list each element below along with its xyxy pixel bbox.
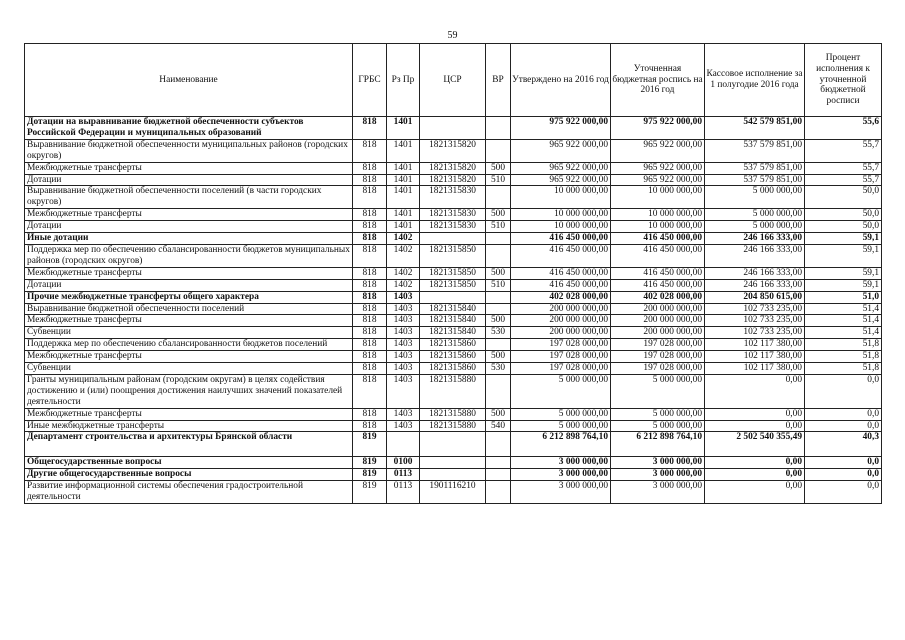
cell-csr [420, 457, 486, 469]
table-row [25, 139, 882, 162]
cell-vr [486, 303, 511, 315]
cell-vr [486, 469, 511, 481]
table-row [25, 420, 882, 432]
cell-grbs: 818 [353, 209, 387, 221]
cell-cash: 0,00 [705, 408, 805, 420]
header-revised: Уточненная бюджетная роспись на 2016 год [611, 44, 705, 117]
cell-grbs: 819 [353, 432, 387, 457]
cell-rz-pr: 0100 [387, 457, 420, 469]
cell-vr: 540 [486, 420, 511, 432]
cell-grbs: 818 [353, 408, 387, 420]
cell-name: Иные межбюджетные трансферты [25, 420, 353, 432]
cell-grbs: 818 [353, 327, 387, 339]
cell-name: Межбюджетные трансферты [25, 267, 353, 279]
cell-cash: 0,00 [705, 374, 805, 408]
cell-grbs: 818 [353, 244, 387, 267]
cell-vr: 510 [486, 221, 511, 233]
table-body [25, 117, 882, 504]
cell-rz-pr: 1401 [387, 117, 420, 140]
cell-name: Дотации [25, 279, 353, 291]
table-row [25, 233, 882, 245]
cell-cash: 246 166 333,00 [705, 244, 805, 267]
cell-grbs: 818 [353, 279, 387, 291]
cell-percent: 51,8 [805, 339, 882, 351]
cell-csr: 1821315830 [420, 186, 486, 209]
cell-rz-pr: 1403 [387, 303, 420, 315]
cell-grbs: 818 [353, 291, 387, 303]
cell-approved: 200 000 000,00 [511, 315, 611, 327]
cell-grbs: 818 [353, 303, 387, 315]
cell-grbs: 818 [353, 374, 387, 408]
table-row [25, 481, 882, 504]
header-csr: ЦСР [420, 44, 486, 117]
cell-approved: 197 028 000,00 [511, 339, 611, 351]
cell-name: Поддержка мер по обеспечению сбалансированности бюджетов поселений [25, 339, 353, 351]
cell-csr: 1901116210 [420, 481, 486, 504]
cell-percent: 51,4 [805, 303, 882, 315]
cell-grbs: 818 [353, 117, 387, 140]
cell-revised: 197 028 000,00 [611, 351, 705, 363]
cell-approved: 416 450 000,00 [511, 267, 611, 279]
cell-rz-pr: 1402 [387, 233, 420, 245]
cell-approved: 416 450 000,00 [511, 233, 611, 245]
cell-vr [486, 481, 511, 504]
cell-cash: 537 579 851,00 [705, 174, 805, 186]
table-row [25, 279, 882, 291]
cell-grbs: 818 [353, 174, 387, 186]
cell-revised: 10 000 000,00 [611, 221, 705, 233]
cell-vr: 500 [486, 315, 511, 327]
cell-csr: 1821315860 [420, 339, 486, 351]
cell-rz-pr: 1403 [387, 327, 420, 339]
cell-vr [486, 374, 511, 408]
cell-cash: 102 117 380,00 [705, 363, 805, 375]
header-approved: Утверждено на 2016 год [511, 44, 611, 117]
cell-csr: 1821315880 [420, 374, 486, 408]
cell-grbs: 818 [353, 221, 387, 233]
table-row [25, 303, 882, 315]
cell-rz-pr: 1401 [387, 162, 420, 174]
table-row [25, 117, 882, 140]
cell-name: Дотации [25, 221, 353, 233]
cell-name: Иные дотации [25, 233, 353, 245]
cell-cash: 102 117 380,00 [705, 339, 805, 351]
cell-name: Поддержка мер по обеспечению сбалансированности бюджетов муниципальных районов (городских округов) [25, 244, 353, 267]
cell-approved: 200 000 000,00 [511, 303, 611, 315]
cell-grbs: 819 [353, 469, 387, 481]
cell-cash: 5 000 000,00 [705, 186, 805, 209]
cell-approved: 5 000 000,00 [511, 408, 611, 420]
cell-rz-pr: 1403 [387, 291, 420, 303]
cell-percent: 55,7 [805, 139, 882, 162]
cell-cash: 102 733 235,00 [705, 303, 805, 315]
cell-approved: 3 000 000,00 [511, 457, 611, 469]
cell-percent: 59,1 [805, 279, 882, 291]
cell-revised: 197 028 000,00 [611, 363, 705, 375]
cell-csr [420, 117, 486, 140]
cell-name: Общегосударственные вопросы [25, 457, 353, 469]
cell-cash: 0,00 [705, 469, 805, 481]
cell-grbs: 818 [353, 363, 387, 375]
cell-revised: 200 000 000,00 [611, 327, 705, 339]
cell-rz-pr: 1402 [387, 267, 420, 279]
header-vr: ВР [486, 44, 511, 117]
cell-percent: 50,0 [805, 186, 882, 209]
cell-cash: 0,00 [705, 457, 805, 469]
cell-name: Межбюджетные трансферты [25, 408, 353, 420]
cell-vr [486, 186, 511, 209]
cell-vr: 500 [486, 209, 511, 221]
cell-grbs: 818 [353, 420, 387, 432]
table-row [25, 221, 882, 233]
cell-csr: 1821315850 [420, 279, 486, 291]
cell-cash: 102 117 380,00 [705, 351, 805, 363]
cell-vr: 510 [486, 279, 511, 291]
cell-cash: 0,00 [705, 420, 805, 432]
table-row [25, 408, 882, 420]
cell-approved: 200 000 000,00 [511, 327, 611, 339]
cell-percent: 0,0 [805, 481, 882, 504]
cell-approved: 416 450 000,00 [511, 244, 611, 267]
cell-percent: 55,7 [805, 162, 882, 174]
cell-revised: 197 028 000,00 [611, 339, 705, 351]
cell-revised: 416 450 000,00 [611, 267, 705, 279]
cell-csr: 1821315840 [420, 327, 486, 339]
cell-name: Развитие информационной системы обеспечения градостроительной деятельности [25, 481, 353, 504]
cell-percent: 59,1 [805, 233, 882, 245]
cell-rz-pr: 1403 [387, 351, 420, 363]
cell-vr: 500 [486, 408, 511, 420]
cell-revised: 200 000 000,00 [611, 315, 705, 327]
cell-approved: 10 000 000,00 [511, 209, 611, 221]
cell-rz-pr: 1403 [387, 408, 420, 420]
cell-revised: 3 000 000,00 [611, 457, 705, 469]
cell-csr [420, 233, 486, 245]
cell-cash: 5 000 000,00 [705, 221, 805, 233]
cell-name: Межбюджетные трансферты [25, 315, 353, 327]
cell-percent: 55,7 [805, 174, 882, 186]
cell-csr: 1821315820 [420, 162, 486, 174]
table-row [25, 327, 882, 339]
cell-grbs: 819 [353, 457, 387, 469]
cell-csr: 1821315830 [420, 221, 486, 233]
cell-percent: 0,0 [805, 420, 882, 432]
cell-rz-pr: 1401 [387, 209, 420, 221]
cell-csr: 1821315840 [420, 303, 486, 315]
table-row [25, 291, 882, 303]
cell-percent: 51,8 [805, 363, 882, 375]
cell-approved: 402 028 000,00 [511, 291, 611, 303]
page-number: 59 [447, 30, 458, 41]
cell-rz-pr [387, 432, 420, 457]
cell-name: Выравнивание бюджетной обеспеченности поселений (в части городских округов) [25, 186, 353, 209]
table-row [25, 267, 882, 279]
cell-grbs: 818 [353, 186, 387, 209]
cell-revised: 3 000 000,00 [611, 481, 705, 504]
cell-name: Субвенции [25, 327, 353, 339]
cell-percent: 59,1 [805, 267, 882, 279]
cell-vr: 500 [486, 267, 511, 279]
table-row [25, 209, 882, 221]
cell-vr [486, 432, 511, 457]
cell-name: Гранты муниципальным районам (городским округам) в целях содействия достижению и (или) поощрения достижения наилучших значений показателей деятельности [25, 374, 353, 408]
cell-csr: 1821315840 [420, 315, 486, 327]
table-row [25, 432, 882, 457]
cell-percent: 51,0 [805, 291, 882, 303]
cell-grbs: 818 [353, 139, 387, 162]
cell-rz-pr: 1402 [387, 244, 420, 267]
cell-vr: 530 [486, 363, 511, 375]
cell-revised: 402 028 000,00 [611, 291, 705, 303]
cell-name: Межбюджетные трансферты [25, 162, 353, 174]
cell-name: Дотации на выравнивание бюджетной обеспеченности субъектов Российской Федерации и муниципальных образований [25, 117, 353, 140]
cell-cash: 246 166 333,00 [705, 267, 805, 279]
table-row [25, 244, 882, 267]
cell-approved: 6 212 898 764,10 [511, 432, 611, 457]
cell-name: Субвенции [25, 363, 353, 375]
cell-vr [486, 139, 511, 162]
cell-percent: 0,0 [805, 408, 882, 420]
header-percent: Процент исполнения к уточненной бюджетной росписи [805, 44, 882, 117]
cell-grbs: 818 [353, 315, 387, 327]
cell-csr: 1821315830 [420, 209, 486, 221]
cell-revised: 200 000 000,00 [611, 303, 705, 315]
cell-revised: 965 922 000,00 [611, 139, 705, 162]
cell-rz-pr: 0113 [387, 469, 420, 481]
cell-grbs: 818 [353, 162, 387, 174]
cell-grbs: 818 [353, 339, 387, 351]
table-row [25, 162, 882, 174]
cell-approved: 416 450 000,00 [511, 279, 611, 291]
cell-name: Выравнивание бюджетной обеспеченности муниципальных районов (городских округов) [25, 139, 353, 162]
cell-grbs: 818 [353, 267, 387, 279]
cell-csr: 1821315820 [420, 139, 486, 162]
cell-rz-pr: 1403 [387, 315, 420, 327]
cell-percent: 51,4 [805, 327, 882, 339]
cell-vr [486, 339, 511, 351]
cell-rz-pr: 1401 [387, 174, 420, 186]
header-grbs: ГРБС [353, 44, 387, 117]
cell-name: Департамент строительства и архитектуры Брянской области [25, 432, 353, 457]
cell-rz-pr: 1403 [387, 420, 420, 432]
cell-approved: 197 028 000,00 [511, 351, 611, 363]
cell-revised: 416 450 000,00 [611, 233, 705, 245]
cell-percent: 55,6 [805, 117, 882, 140]
cell-csr: 1821315850 [420, 267, 486, 279]
table-row [25, 351, 882, 363]
cell-percent: 40,3 [805, 432, 882, 457]
cell-vr: 500 [486, 162, 511, 174]
cell-revised: 3 000 000,00 [611, 469, 705, 481]
cell-rz-pr: 1401 [387, 139, 420, 162]
cell-name: Другие общегосударственные вопросы [25, 469, 353, 481]
cell-cash: 204 850 615,00 [705, 291, 805, 303]
cell-cash: 246 166 333,00 [705, 233, 805, 245]
cell-grbs: 818 [353, 351, 387, 363]
cell-approved: 965 922 000,00 [511, 162, 611, 174]
cell-vr: 530 [486, 327, 511, 339]
cell-revised: 416 450 000,00 [611, 279, 705, 291]
table-row [25, 186, 882, 209]
cell-rz-pr: 1402 [387, 279, 420, 291]
cell-revised: 10 000 000,00 [611, 209, 705, 221]
cell-cash: 2 502 540 355,49 [705, 432, 805, 457]
cell-vr [486, 244, 511, 267]
header-name: Наименование [25, 44, 353, 117]
cell-csr: 1821315860 [420, 351, 486, 363]
cell-vr [486, 291, 511, 303]
cell-revised: 5 000 000,00 [611, 420, 705, 432]
cell-revised: 10 000 000,00 [611, 186, 705, 209]
cell-revised: 965 922 000,00 [611, 162, 705, 174]
cell-csr: 1821315820 [420, 174, 486, 186]
cell-grbs: 818 [353, 233, 387, 245]
cell-cash: 5 000 000,00 [705, 209, 805, 221]
cell-rz-pr: 1403 [387, 374, 420, 408]
cell-grbs: 819 [353, 481, 387, 504]
cell-percent: 51,8 [805, 351, 882, 363]
cell-name: Межбюджетные трансферты [25, 351, 353, 363]
cell-csr: 1821315860 [420, 363, 486, 375]
cell-approved: 965 922 000,00 [511, 139, 611, 162]
cell-percent: 51,4 [805, 315, 882, 327]
cell-name: Межбюджетные трансферты [25, 209, 353, 221]
table-row [25, 363, 882, 375]
table-header-row [25, 44, 882, 117]
cell-cash: 102 733 235,00 [705, 327, 805, 339]
cell-csr: 1821315850 [420, 244, 486, 267]
table-row [25, 339, 882, 351]
table-row [25, 315, 882, 327]
cell-csr [420, 291, 486, 303]
cell-vr [486, 457, 511, 469]
table-row [25, 457, 882, 469]
cell-rz-pr: 0113 [387, 481, 420, 504]
cell-rz-pr: 1401 [387, 186, 420, 209]
cell-cash: 246 166 333,00 [705, 279, 805, 291]
cell-percent: 0,0 [805, 457, 882, 469]
cell-percent: 50,0 [805, 221, 882, 233]
budget-table [24, 43, 882, 504]
cell-percent: 0,0 [805, 469, 882, 481]
cell-rz-pr: 1401 [387, 221, 420, 233]
cell-approved: 10 000 000,00 [511, 221, 611, 233]
cell-cash: 537 579 851,00 [705, 162, 805, 174]
cell-csr: 1821315880 [420, 408, 486, 420]
cell-approved: 10 000 000,00 [511, 186, 611, 209]
header-rz-pr: Рз Пр [387, 44, 420, 117]
cell-approved: 197 028 000,00 [511, 363, 611, 375]
cell-cash: 542 579 851,00 [705, 117, 805, 140]
cell-percent: 59,1 [805, 244, 882, 267]
cell-percent: 50,0 [805, 209, 882, 221]
cell-approved: 975 922 000,00 [511, 117, 611, 140]
cell-name: Прочие межбюджетные трансферты общего характера [25, 291, 353, 303]
cell-approved: 5 000 000,00 [511, 420, 611, 432]
cell-approved: 965 922 000,00 [511, 174, 611, 186]
cell-approved: 3 000 000,00 [511, 481, 611, 504]
cell-name: Дотации [25, 174, 353, 186]
cell-revised: 965 922 000,00 [611, 174, 705, 186]
cell-revised: 6 212 898 764,10 [611, 432, 705, 457]
cell-revised: 975 922 000,00 [611, 117, 705, 140]
cell-vr: 500 [486, 351, 511, 363]
table-row [25, 174, 882, 186]
cell-rz-pr: 1403 [387, 339, 420, 351]
cell-rz-pr: 1403 [387, 363, 420, 375]
cell-percent: 0,0 [805, 374, 882, 408]
cell-cash: 537 579 851,00 [705, 139, 805, 162]
cell-csr [420, 469, 486, 481]
cell-cash: 102 733 235,00 [705, 315, 805, 327]
cell-revised: 416 450 000,00 [611, 244, 705, 267]
cell-revised: 5 000 000,00 [611, 374, 705, 408]
cell-approved: 5 000 000,00 [511, 374, 611, 408]
cell-csr [420, 432, 486, 457]
table-row [25, 374, 882, 408]
cell-name: Выравнивание бюджетной обеспеченности поселений [25, 303, 353, 315]
cell-csr: 1821315880 [420, 420, 486, 432]
cell-vr [486, 117, 511, 140]
cell-vr: 510 [486, 174, 511, 186]
cell-approved: 3 000 000,00 [511, 469, 611, 481]
cell-cash: 0,00 [705, 481, 805, 504]
cell-revised: 5 000 000,00 [611, 408, 705, 420]
cell-vr [486, 233, 511, 245]
header-cash: Кассовое исполнение за 1 полугодие 2016 года [705, 44, 805, 117]
table-row [25, 469, 882, 481]
